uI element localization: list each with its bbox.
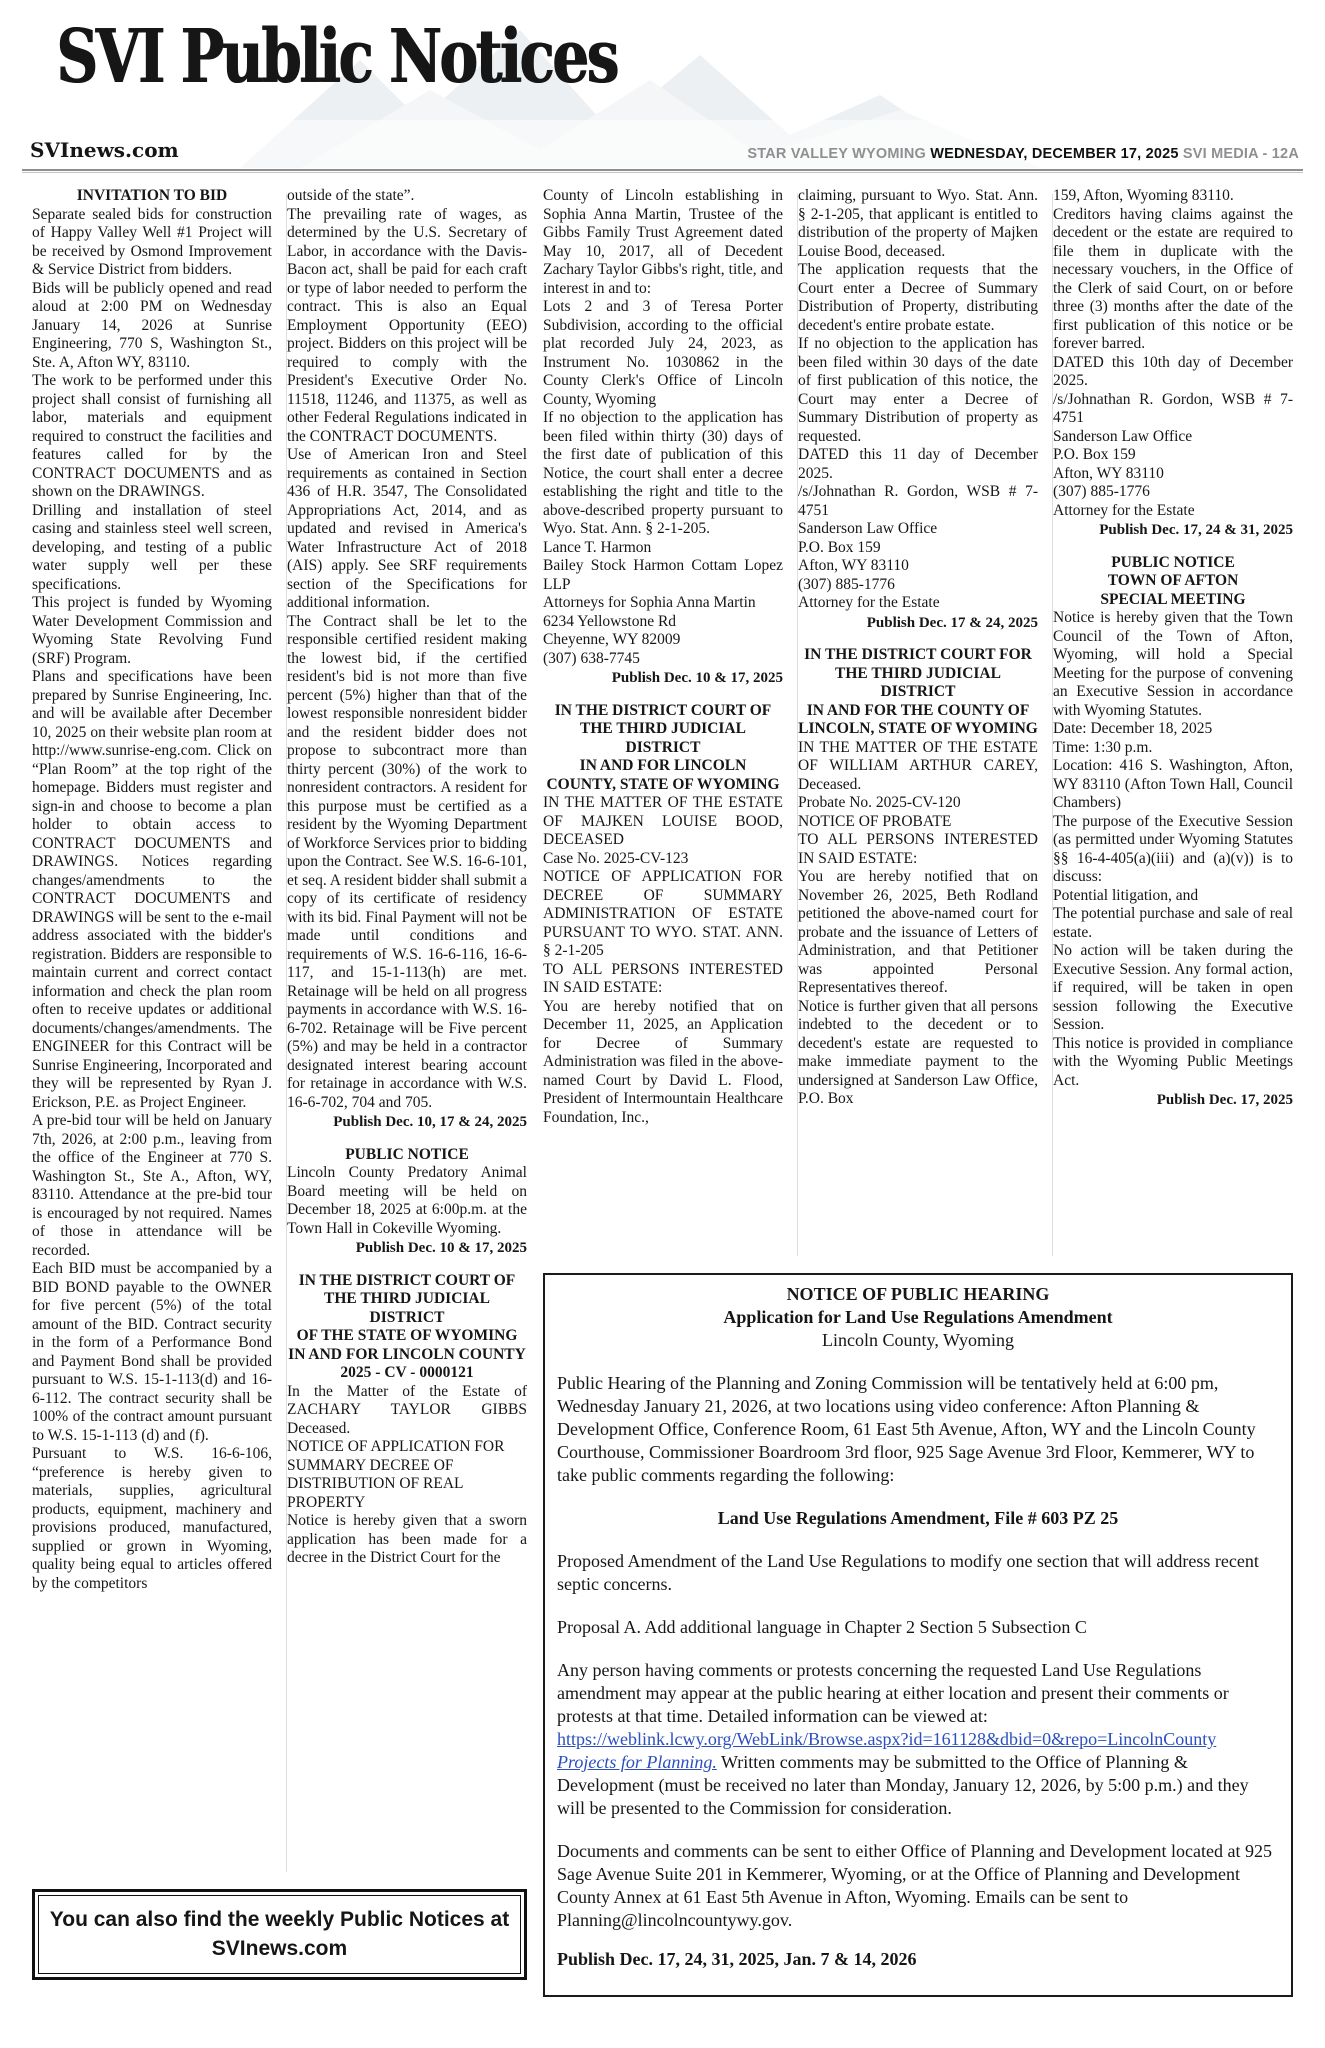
notice-paragraph: The application requests that the Court enter a Decree of Summary Distribution of Property, distributing decedent's entire probate estate. (798, 261, 1038, 334)
hearing-paragraph-1: Public Hearing of the Planning and Zoning Commission will be tentatively held at 6:00 pm, Wednesday January 21, 2026, at two locations using video conference: Afton Planning & Development Office, Conference Room, 61 East 5th Avenue, Afton, WY and the Lincoln County Courthouse, Commissioner Boardroom 3rd floor, 925 Sage Avenue 3rd Floor, Kemmerer, WY to take public comments regarding the following: (557, 1373, 1256, 1485)
notice-heading: PUBLIC NOTICE (345, 1145, 469, 1163)
notice-paragraph: TO ALL PERSONS INTERESTED IN SAID ESTATE: (798, 831, 1038, 867)
notice-paragraph: Notice is further given that all persons indebted to the decedent or to decedent's estate are requested to make immediate payment to the undersigned at Sanderson Law Office, P.O. Box (798, 997, 1038, 1107)
notice-paragraph: IN THE MATTER OF THE ESTATE OF MAJKEN LOUISE BOOD, DECEASED (543, 794, 783, 848)
notice-paragraph: NOTICE OF APPLICATION FOR DECREE OF SUMMARY ADMINISTRATION OF ESTATE PURSUANT TO WYO. STAT. ANN. § 2-1-205 (543, 868, 783, 959)
dateline-media: SVI MEDIA - 12A (1178, 146, 1299, 162)
publish-line: Publish Dec. 10 & 17, 2025 (355, 1240, 527, 1256)
publish-line: Publish Dec. 17 & 24, 2025 (866, 614, 1038, 631)
columns-3-4-5 (543, 187, 1293, 1263)
notice-heading: IN AND FOR THE COUNTY OF LINCOLN, STATE OF WYOMING (798, 701, 1038, 737)
notice-heading: IN THE DISTRICT COURT OF THE THIRD JUDICIAL DISTRICT (298, 1271, 516, 1326)
notice-paragraph: Separate sealed bids for construction of Happy Valley Well #1 Project will be received by Osmond Improvement & Service District from bidders. (32, 205, 272, 278)
notice-paragraph: Bids will be publicly opened and read aloud at 2:00 PM on Wednesday January 14, 2026 at Sunrise Engineering, 770 S, Washington St., Ste. A, Afton WY, 83110. (32, 279, 272, 371)
notice-paragraph: /s/Johnathan R. Gordon, WSB # 7-4751 (798, 483, 1038, 519)
dateline-date: WEDNESDAY, DECEMBER 17, 2025 (930, 146, 1179, 162)
notice-paragraph: /s/Johnathan R. Gordon, WSB # 7-4751 (1053, 390, 1293, 426)
notice-line: Date: December 18, 2025 (1053, 720, 1213, 737)
hearing-paragraph-3: Proposal A. Add additional language in Chapter 2 Section 5 Subsection C (557, 1617, 1087, 1637)
publish-line: Publish Dec. 17, 24 & 31, 2025 (1099, 522, 1293, 538)
weblink-projects-link[interactable]: Projects for Planning. (557, 1752, 717, 1772)
svinews-promo-box (32, 1889, 527, 1980)
notice-paragraph: This project is funded by Wyoming Water Development Commission and Wyoming State Revolving Fund (SRF) Program. (32, 594, 272, 667)
notice-paragraph: The work to be performed under this project shall consist of furnishing all labor, materials and equipment required to construct the facilities and features called for by the CONTRACT DOCUMENTS and as shown on the DRAWINGS. (32, 372, 272, 500)
columns-1-2 (32, 187, 527, 1879)
notice-heading: PUBLIC NOTICE (1111, 553, 1235, 571)
notice-line: 6234 Yellowstone Rd (543, 612, 677, 630)
dateline-bar (0, 132, 1325, 169)
right-column-group (543, 187, 1293, 1997)
notice-paragraph: This notice is provided in compliance with the Wyoming Public Meetings Act. (1053, 1034, 1293, 1089)
notice-line: Sanderson Law Office (798, 520, 938, 537)
hearing-paragraph-2: Proposed Amendment of the Land Use Regulations to modify one section that will address recent septic concerns. (557, 1551, 1259, 1594)
notice-paragraph: Pursuant to W.S. 16-6-106, “preference is hereby given to materials, supplies, agricultural products, equipment, machinery and provisions produced, manufactured, supplied or grown in Wyoming, quality being equal to articles offered by the competitors (32, 1445, 272, 1592)
site-name: SVInews.com (30, 138, 179, 162)
hearing-paragraph-4-post: Written comments may be submitted to the Office of Planning & Development (must be received no later than Monday, January 12, 2026, by 5:00 p.m.) and they will be presented to the Commission for consideration. (557, 1752, 1249, 1818)
notice-line: NOTICE OF APPLICATION FOR SUMMARY DECREE OF DISTRIBUTION OF REAL PROPERTY (287, 1438, 505, 1511)
notice-line: Sanderson Law Office (1053, 427, 1193, 445)
notice-paragraph: Creditors having claims against the decedent or the estate are required to file them in duplicate with the necessary vouchers, in the Office of the Clerk of said Court, on or before three (3) months after the date of the first publication of this notice or be forever barred. (1053, 205, 1293, 352)
notice-heading: SPECIAL MEETING (1100, 590, 1246, 608)
weblink-url-link[interactable]: https://weblink.lcwy.org/WebLink/Browse.aspx?id=161128&dbid=0&repo=LincolnCounty (557, 1729, 1217, 1749)
notice-line: Afton, WY 83110 (798, 557, 909, 574)
masthead (0, 0, 1325, 132)
hearing-publish-line: Publish Dec. 17, 24, 31, 2025, Jan. 7 & 14, 2026 (557, 1949, 917, 1969)
publish-line: Publish Dec. 17, 2025 (1156, 1092, 1293, 1108)
notice-line: Probate No. 2025-CV-120 (798, 794, 961, 811)
notice-line: (307) 638-7745 (543, 649, 640, 667)
left-column-group (32, 187, 527, 1997)
notice-column-3 (543, 187, 783, 1263)
hearing-paragraph-4-pre: Any person having comments or protests concerning the requested Land Use Regulations amendment may appear at the public hearing at either location and present their comments or protests at that time. Detailed information can be viewed at: (557, 1660, 1229, 1726)
hearing-comments-paragraph (557, 1659, 1279, 1820)
notice-line: P.O. Box 159 (798, 538, 881, 556)
notice-heading: INVITATION TO BID (76, 187, 228, 204)
notice-column-4 (798, 187, 1038, 1263)
dateline-region: STAR VALLEY WYOMING (747, 146, 931, 162)
notice-paragraph: Notice is hereby given that the Town Council of the Town of Afton, Wyoming, will hold a Special Meeting for the purpose of convening an Executive Session in accordance with Wyoming Statutes. (1053, 609, 1293, 719)
notice-line: NOTICE OF PROBATE (798, 812, 952, 830)
notice-paragraph: Lincoln County Predatory Animal Board meeting will be held on December 18, 2025 at 6:00p.m. at the Town Hall in Cokeville Wyoming. (287, 1164, 527, 1237)
notice-line: Attorney for the Estate (798, 594, 940, 611)
hearing-title: NOTICE OF PUBLIC HEARING (786, 1284, 1050, 1304)
notice-heading: OF THE STATE OF WYOMING IN AND FOR LINCOLN COUNTY (288, 1327, 526, 1363)
notice-paragraph: Notice is hereby given that a sworn application has been made for a decree in the District Court for the (287, 1512, 527, 1566)
notice-paragraph: DATED this 11 day of December 2025. (798, 446, 1038, 482)
notice-column-1 (32, 187, 272, 1879)
notice-line: Attorneys for Sophia Anna Martin (543, 594, 756, 611)
notice-paragraph: A pre-bid tour will be held on January 7th, 2026, at 2:00 p.m., leaving from the office of the Engineer at 770 S. Washington St., Ste A., Afton, WY, 83110. Attendance at the pre-bid tour is encouraged by not required. Names of those in attendance will be recorded. (32, 1112, 272, 1259)
notice-paragraph: If no objection to the application has been filed within thirty (30) days of the first date of publication of this Notice, the court shall enter a decree establishing the right and title to the above-described property pursuant to Wyo. Stat. Ann. § 2-1-205. (543, 409, 783, 537)
notice-line: (307) 885-1776 (798, 575, 895, 593)
notice-line: Time: 1:30 p.m. (1053, 738, 1153, 756)
notice-column-5 (1053, 187, 1293, 1263)
hearing-location-line: Lincoln County, Wyoming (822, 1330, 1014, 1350)
notice-line: Attorney for the Estate (1053, 501, 1195, 519)
publish-line: Publish Dec. 10, 17 & 24, 2025 (333, 1114, 527, 1130)
notice-paragraph: Plans and specifications have been prepared by Sunrise Engineering, Inc. and will be available after December 10, 2025 on their website plan room at http://www.sunrise-eng.com. Click on “Plan Room” at the top right of the homepage. Bidders must register and sign-in and choose to become a plan holder to obtain access to CONTRACT DOCUMENTS and DRAWINGS. Notices regarding changes/amendments to the CONTRACT DOCUMENTS and DRAWINGS will be sent to the e-mail address associated with the bidder's registration. Bidders are responsible to maintain current and correct contact information and check the plan room often to receive updates or additional documents/changes/amendments. The ENGINEER for this Contract will be Sunrise Engineering, Incorporated and they will be represented by Ryan J. Erickson, P.E. as Project Engineer. (32, 668, 272, 1111)
notice-line: Cheyenne, WY 82009 (543, 631, 681, 648)
notice-paragraph: If no objection to the application has been filed within 30 days of the date of first publication of this notice, the Court may enter a Decree of Summary Distribution of property as requested. (798, 335, 1038, 445)
notice-paragraph: Bailey Stock Harmon Cottam Lopez LLP (543, 557, 783, 593)
notice-line: Lance T. Harmon (543, 538, 652, 556)
notice-heading: IN AND FOR LINCOLN COUNTY, STATE OF WYOMING (546, 757, 780, 793)
notice-paragraph: In the Matter of the Estate of ZACHARY TAYLOR GIBBS Deceased. (287, 1382, 527, 1437)
notice-paragraph: outside of the state”. (287, 187, 415, 204)
hearing-paragraph-5: Documents and comments can be sent to either Office of Planning and Development located at 925 Sage Avenue Suite 201 in Kemmerer, Wyoming, or at the Office of Planning and Development County Annex at 61 East 5th Avenue in Afton, Wyoming. Emails can be sent to Planning@lincolncountywy.gov. (557, 1841, 1272, 1930)
notice-paragraph: TO ALL PERSONS INTERESTED IN SAID ESTATE: (543, 960, 783, 996)
notice-heading: IN THE DISTRICT COURT OF THE THIRD JUDICIAL DISTRICT (554, 701, 772, 756)
notice-line: Case No. 2025-CV-123 (543, 849, 689, 867)
hearing-file-line: Land Use Regulations Amendment, File # 603 PZ 25 (717, 1508, 1119, 1528)
notice-paragraph: Location: 416 S. Washington, Afton, WY 83110 (Afton Town Hall, Council Chambers) (1053, 757, 1293, 811)
promo-line-1: You can also find the weekly Public Notices at (49, 1908, 510, 1931)
notice-line: P.O. Box 159 (1053, 446, 1136, 463)
notice-paragraph: Drilling and installation of steel casing and stainless steel well screen, developing, and testing of a public water supply well per these specifications. (32, 501, 272, 593)
notice-paragraph: Lots 2 and 3 of Teresa Porter Subdivision, according to the official plat recorded July 24, 2023, as Instrument No. 1030862 in the County Clerk's Office of Lincoln County, Wyoming (543, 298, 783, 408)
notice-paragraph: You are hereby notified that on December 11, 2025, an Application for Decree of Summary Administration was filed in the above-named Court by David L. Flood, President of Intermountain Healthcare Foundation, Inc., (543, 997, 783, 1126)
dateline-text (747, 146, 1299, 162)
hearing-subtitle: Application for Land Use Regulations Amendment (723, 1307, 1113, 1327)
notice-line: (307) 885-1776 (1053, 483, 1150, 500)
notices-content (0, 173, 1325, 1997)
notice-heading: TOWN OF AFTON (1107, 572, 1239, 589)
notice-paragraph: You are hereby notified that on November 26, 2025, Beth Rodland petitioned the above-named court for probate and the issuance of Letters of Administration, and that Petitioner was appointed Personal Representatives thereof. (798, 868, 1038, 996)
notice-paragraph: The purpose of the Executive Session (as permitted under Wyoming Statutes §§ 16-4-405(a)(iii) and (a)(v)) is to discuss: (1053, 812, 1293, 885)
publish-line: Publish Dec. 10 & 17, 2025 (611, 670, 783, 686)
notice-paragraph: No action will be taken during the Executive Session. Any formal action, if required, will be taken in open session following the Executive Session. (1053, 942, 1293, 1033)
public-hearing-notice-box (543, 1273, 1293, 1997)
notice-paragraph: IN THE MATTER OF THE ESTATE OF WILLIAM ARTHUR CAREY, Deceased. (798, 738, 1038, 793)
notice-paragraph: County of Lincoln establishing in Sophia Anna Martin, Trustee of the Gibbs Family Trust Agreement dated May 10, 2017, all of Decedent Zachary Taylor Gibbs's right, title, and interest in and to: (543, 187, 783, 297)
page-title: SVI Public Notices (56, 14, 617, 100)
notice-paragraph: The prevailing rate of wages, as determined by the U.S. Secretary of Labor, in accordance with the Davis-Bacon act, shall be paid for each craft or type of labor needed to perform the contract. This is also an Equal Employment Opportunity (EEO) project. Bidders on this project will be required to comply with the President's Executive Order No. 11518, 11246, and 11375, as well as other Federal Regulations indicated in the CONTRACT DOCUMENTS. (287, 205, 527, 445)
notice-paragraph: 159, Afton, Wyoming 83110. (1053, 187, 1234, 204)
notice-line: Potential litigation, and (1053, 886, 1199, 904)
notice-line: Afton, WY 83110 (1053, 464, 1164, 482)
notice-paragraph: claiming, pursuant to Wyo. Stat. Ann. § 2-1-205, that applicant is entitled to distribution of the property of Majken Louise Bood, deceased. (798, 187, 1038, 260)
promo-line-2: SVInews.com (211, 1937, 348, 1961)
notice-paragraph: Each BID must be accompanied by a BID BOND payable to the OWNER for five percent (5%) of the total amount of the BID. Contract security in the form of a Performance Bond and Payment Bond shall be provided pursuant to W.S. 15-1-113(d) and 16-6-112. The contract security shall be 100% of the contract amount pursuant to W.S. 15-1-113 (d) and (f). (32, 1260, 272, 1444)
notice-paragraph: Use of American Iron and Steel requirements as contained in Section 436 of H.R. 3547, The Consolidated Appropriations Act, 2014, and as updated and revised in America's Water Infrastructure Act of 2018 (AIS) apply. See SRF requirements section of the Specifications for additional information. (287, 446, 527, 611)
notice-heading: IN THE DISTRICT COURT FOR THE THIRD JUDICIAL DISTRICT (804, 646, 1032, 700)
svinews-promo-text (38, 1895, 521, 1974)
notice-column-2 (287, 187, 527, 1879)
notice-paragraph: The potential purchase and sale of real estate. (1053, 905, 1293, 941)
notice-paragraph: DATED this 10th day of December 2025. (1053, 353, 1293, 389)
notice-paragraph: The Contract shall be let to the responsible certified resident making the lowest bid, if the certified resident's bid is not more than five percent (5%) higher than that of the lowest responsible nonresident bidder and the resident bidder does not propose to subcontract more than thirty percent (30%) of the work to nonresident contractors. A resident for this purpose must be certified as a resident by the Wyoming Department of Workforce Services prior to bidding upon the Contract. See W.S. 16-6-101, et seq. A resident bidder shall submit a copy of its certificate of residency with its bid. Final Payment will not be made until conditions and requirements of W.S. 16-6-116, 16-6-117, and 15-1-113(h) are met. Retainage will be held on all progress payments in accordance with W.S. 16-6-702. Retainage will be Five percent (5%) and may be held in a contractor designated interest bearing account for retainage in accordance with W.S. 16-6-702, 704 and 705. (287, 612, 527, 1111)
notice-heading: 2025 - CV - 0000121 (340, 1364, 474, 1381)
